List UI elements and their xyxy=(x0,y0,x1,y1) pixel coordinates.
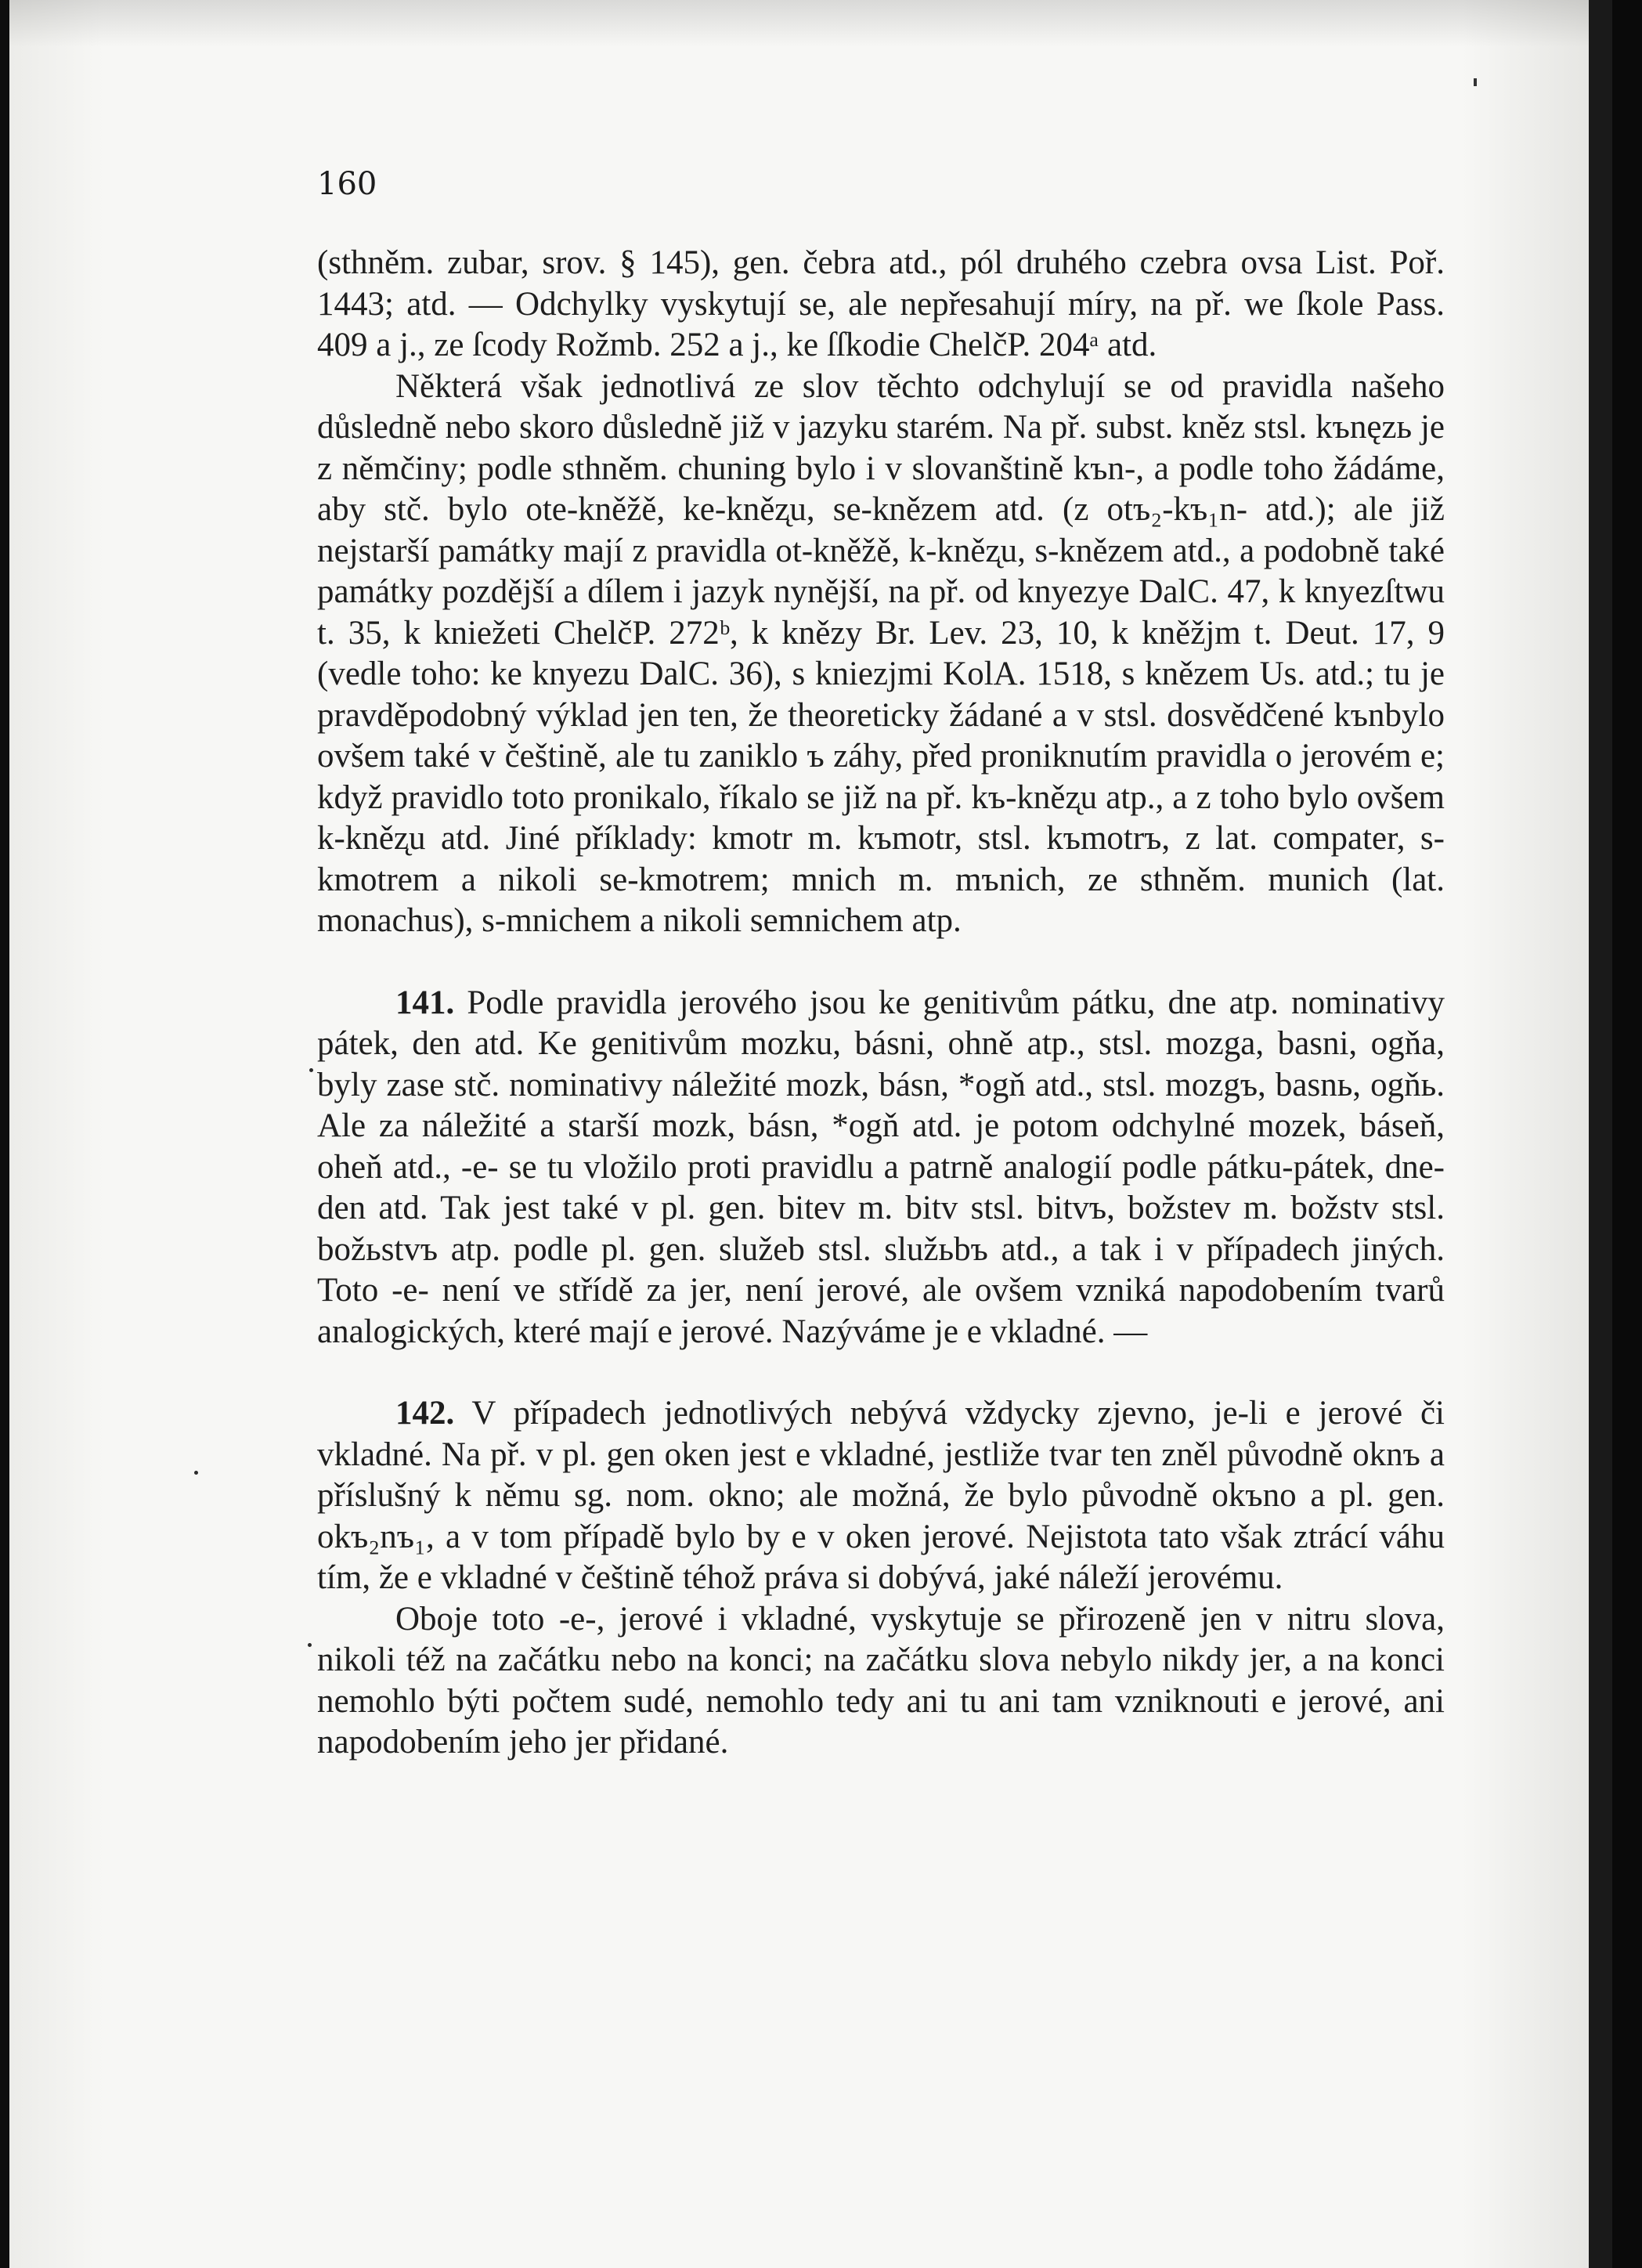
section-text: Podle pravidla jerového jsou ke genitivům pátku, dne atp. nominativy pátek, den atd. Ke genitivům mozku, básni, ohně atp., stsl. mozga, basni, ogňa, byly zase stč. nominativy náležité mozk, básn, *ogň atd., stsl. mozgъ, basnь, ogňь. Ale za náležité a starší mozk, básn, *ogň atd. je potom odchylné mozek, báseň, oheň atd., -e- se tu vložilo proti pravidlu a patrně analogií podle pátku-pátek, dne-den atd. Tak jest také v pl. gen. bitev m. bitv stsl. bitvъ, božstev m. božstv stsl. božьstvъ atp. podle pl. gen. služeb stsl. služьbъ atd., a tak i v případech jiných. Toto -e- není ve střídě za jer, není jerové, ale ovšem vzniká napodobením tvarů analogických, které mají e jerové. Nazýváme je e vkladné. — xyxy=(317,984,1445,1350)
page-number: 160 xyxy=(317,166,377,202)
section-number: 142. xyxy=(395,1395,455,1432)
paragraph-continuation: (sthněm. zubar, srov. § 145), gen. čebra atd., pól druhého czebra ovsa List. Poř. 1443; atd. — Odchylky vyskytují se, ale nepřesahují míry, na př. we ſkole Pass. 409 a j., ze ſcody Rožmb. 252 a j., ke ſſkodie ChelčP. 204ᵃ atd. xyxy=(317,244,1445,363)
section-141 xyxy=(317,983,1445,1353)
margin-speck xyxy=(308,1643,312,1647)
margin-speck xyxy=(1474,78,1477,86)
section-142 xyxy=(317,1393,1445,1599)
section-text: V případech jednotlivých nebývá vždycky zjevno, je-li e jerové či vkladné. Na př. v pl. gen oken jest e vkladné, jestliže tvar ten zněl původně oknъ a příslušný k němu sg. nom. okno; ale možná, že bylo původně okъno a pl. gen. okъ₂nъ₁, a v tom případě bylo by e v oken jerové. Nejistota tato však ztrácí váhu tím, že e vkladné v češtině téhož práva si dobývá, jaké náleží jerovému. xyxy=(317,1395,1445,1596)
paragraph: Oboje toto -e-, jerové i vkladné, vyskytuje se přirozeně jen v nitru slova, nikoli též na začátku nebo na konci; na začátku slova nebylo nikdy jer, a na konci nemohlo býti počtem sudé, nemohlo tedy ani tu ani tam vzniknouti e jerové, ani napodobením jeho jer přidané. xyxy=(317,1600,1445,1761)
page-top-shadow xyxy=(9,0,1589,47)
margin-speck xyxy=(309,1068,313,1072)
margin-speck xyxy=(194,1471,198,1475)
paragraph: Některá však jednotlivá ze slov těchto odchylují se od pravidla našeho důsledně nebo skoro důsledně již v jazyku starém. Na př. subst. kněz stsl. kъnęzь je z němčiny; podle sthněm. chuning bylo i v slovanštině kъn-, a podle toho žádáme, aby stč. bylo ote-kněžě, ke-kněz̨u, se-knězem atd. (z otъ₂-kъ₁n- atd.); ale již nejstarší památky mají z pravidla ot-kněžě, k-kněz̨u, s-knězem atd., a podobně také památky pozdější a dílem i jazyk nynější, na př. od knyezye DalC. 47, k knyezſtwu t. 35, k kniežeti ChelčP. 272ᵇ, k knězy Br. Lev. 23, 10, k kněžjm t. Deut. 17, 9 (vedle toho: ke knyezu DalC. 36), s kniezjmi KolA. 1518, s knězem Us. atd.; tu je pravděpodobný výklad jen ten, že theoreticky žádané a v stsl. dosvědčené kъnbylo ovšem také v češtině, ale tu zaniklo ъ záhy, před proniknutím pravidla o jerovém e; když pravidlo toto pronikalo, říkalo se již na př. kъ-kněz̨u atp., a z toho bylo ovšem k-kněz̨u atd. Jiné příklady: kmotr m. kъmotr, stsl. kъmotrъ, z lat. compater, s-kmotrem a nikoli se-kmotrem; mnich m. mъnich, ze sthněm. munich (lat. monachus), s-mnichem a nikoli semnichem atp. xyxy=(317,367,1445,939)
page-body xyxy=(317,243,1445,1764)
section-number: 141. xyxy=(395,984,455,1021)
scan-border-left xyxy=(0,0,9,2268)
scan-border-right xyxy=(1612,0,1642,2268)
